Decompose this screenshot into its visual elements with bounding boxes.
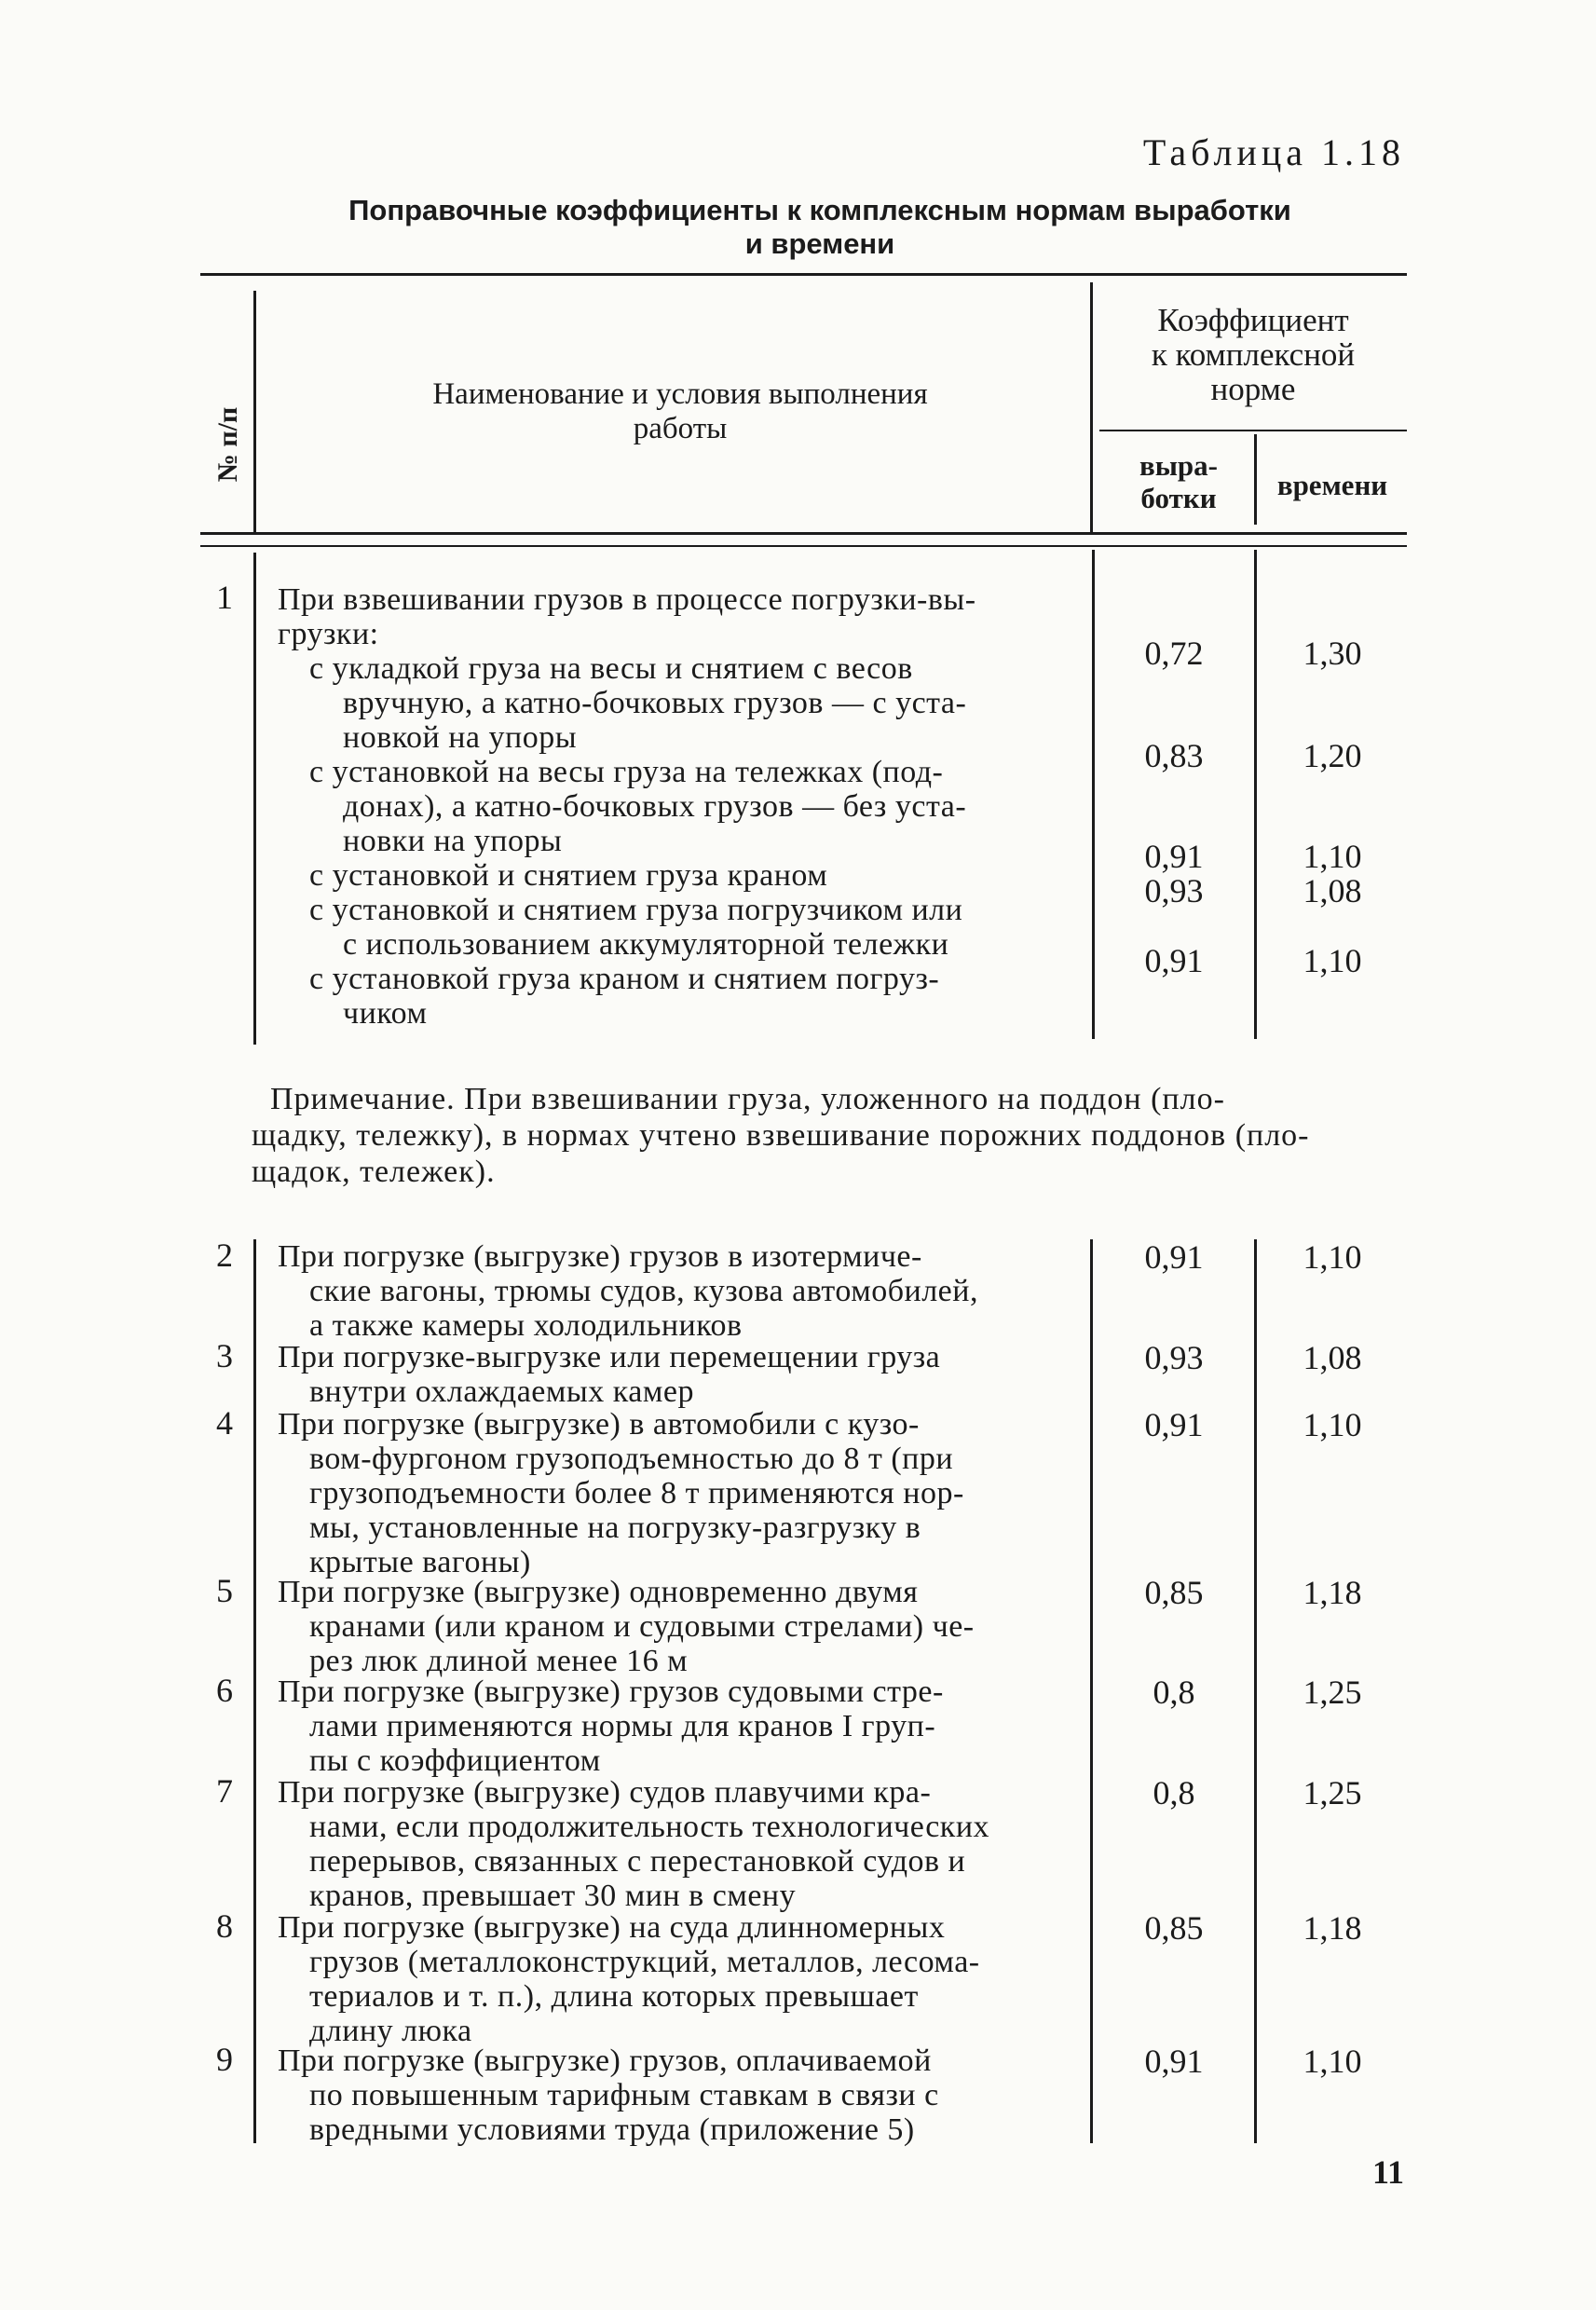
row-time-value: 1,18 [1303, 1574, 1362, 1611]
row-text [278, 1910, 1088, 2048]
row1-line: При взвешивании грузов в процессе погрузки-вы- [278, 582, 976, 617]
row-text [278, 2043, 1088, 2147]
table-caption: Таблица 1.18 [1142, 131, 1405, 173]
row-line: При погрузке (выгрузке) грузов судовыми стре- [278, 1674, 944, 1709]
row1-output-value: 0,91 [1144, 942, 1204, 979]
row-line: лами применяются нормы для кранов I груп- [309, 1709, 936, 1743]
row-line: вредными условиями труда (приложение 5) [309, 2112, 915, 2147]
row-line: вом-фургоном грузоподъемностью до 8 т (при [309, 1442, 954, 1476]
row-line: мы, установленные на погрузку-разгрузку в [309, 1510, 921, 1545]
header-name-line: Наименование и условия выполнения [432, 377, 928, 411]
row-line: рез люк длиной менее 16 м [309, 1644, 689, 1678]
rows-col-rule-1 [253, 1239, 256, 2143]
row-line: а также камеры холодильников [309, 1308, 743, 1343]
row-time-value: 1,10 [1303, 1238, 1362, 1276]
header-output-line: выра- [1139, 449, 1218, 482]
row-line: нами, если продолжительность технологических [309, 1810, 990, 1844]
header-col-rule-1 [253, 291, 256, 534]
header-col-rule-2 [1090, 282, 1093, 534]
row1-text [278, 582, 1088, 1031]
row-line: При погрузке (выгрузке) на суда длинномерных [278, 1910, 946, 1945]
row-line: кранов, превышает 30 мин в смену [309, 1879, 797, 1913]
row-number: 8 [216, 1907, 233, 1945]
row-line: При погрузке (выгрузке) судов плавучими кра- [278, 1775, 932, 1810]
row-output-value: 0,91 [1144, 1238, 1204, 1276]
note-line: щадку, тележку), в нормах учтено взвешивание порожних поддонов (пло- [252, 1118, 1310, 1153]
row1-top-rule [200, 545, 1407, 547]
table-title-line: Поправочные коэффициенты к комплексным нормам выработки [348, 194, 1291, 226]
row-line: пы с коэффициентом [309, 1743, 601, 1778]
row1-time-value: 1,10 [1303, 942, 1362, 979]
header-coef-line: норме [1210, 371, 1296, 407]
row1-line: новки на упоры [343, 824, 563, 858]
row-line: грузов (металлоконструкций, металлов, лесома- [309, 1945, 980, 1979]
header-coef-col [1099, 303, 1407, 406]
row1-line: с установкой и снятием груза краном [309, 858, 828, 893]
header-top-rule [200, 273, 1407, 276]
row1-output-value: 0,93 [1144, 872, 1204, 909]
row-number: 7 [216, 1772, 233, 1810]
page-number: 11 [1371, 2153, 1404, 2191]
row1-line: с установкой груза краном и снятием погруз- [309, 962, 940, 996]
row-output-value: 0,93 [1144, 1339, 1204, 1376]
row-output-value: 0,91 [1144, 2043, 1204, 2080]
rows-col-rule-2 [1090, 1239, 1093, 2143]
row-text [278, 1575, 1088, 1678]
header-time-col: времени [1276, 469, 1388, 501]
row-line: перерывов, связанных с перестановкой судов и [309, 1844, 966, 1879]
row-text [278, 1239, 1088, 1343]
header-coef-line: к комплексной [1151, 336, 1356, 373]
row-line: ские вагоны, трюмы судов, кузова автомобилей, [309, 1274, 978, 1308]
row1-output-value: 0,83 [1144, 737, 1204, 774]
row-time-value: 1,25 [1303, 1774, 1362, 1811]
row1-line: грузки: [278, 617, 379, 651]
row-number: 4 [216, 1404, 233, 1442]
row-line: При погрузке (выгрузке) в автомобили с кузо- [278, 1407, 920, 1442]
row-line: кранами (или краном и судовыми стрелами) че- [309, 1609, 975, 1644]
row-output-value: 0,8 [1153, 1674, 1195, 1711]
row-line: При погрузке (выгрузке) грузов в изотермиче- [278, 1239, 922, 1274]
table-title-line: и времени [744, 227, 895, 260]
row-time-value: 1,10 [1303, 2043, 1362, 2080]
row1-time-value: 1,08 [1303, 872, 1362, 909]
row1-line: с укладкой груза на весы и снятием с весов [309, 651, 913, 686]
header-output-line: ботки [1140, 482, 1217, 514]
row-line: При погрузке (выгрузке) одновременно двумя [278, 1575, 919, 1609]
header-name-line: работы [633, 412, 728, 445]
row-line: териалов и т. п.), длина которых превышает [309, 1979, 919, 2014]
header-number-label: № п/п [212, 406, 243, 483]
row1-col-rule-3 [1254, 550, 1257, 1039]
header-bottom-rule [200, 532, 1407, 535]
row-time-value: 1,25 [1303, 1674, 1362, 1711]
row-text [278, 1407, 1088, 1579]
table-note [252, 1081, 1407, 1190]
row-number: 3 [216, 1337, 233, 1374]
note-line: Примечание. При взвешивании груза, уложенного на поддон (пло- [270, 1082, 1225, 1116]
row-line: длину люка [309, 2014, 472, 2048]
header-coef-line: Коэффициент [1157, 302, 1349, 338]
row-line: внутри охлаждаемых камер [309, 1374, 694, 1409]
row-output-value: 0,85 [1144, 1909, 1204, 1947]
row-time-value: 1,18 [1303, 1909, 1362, 1947]
row1-line: вручную, а катно-бочковых грузов — с уста- [343, 686, 967, 720]
row1-col-rule-1 [253, 553, 256, 1045]
row1-col-rule-2 [1092, 550, 1095, 1039]
row1-number: 1 [216, 579, 233, 616]
row1-line: с установкой на весы груза на тележках (под- [309, 755, 944, 789]
row1-line: донах), а катно-бочковых грузов — без уста- [343, 789, 967, 824]
header-subdivider [1099, 430, 1407, 431]
header-number-col [186, 406, 270, 483]
row-number: 6 [216, 1672, 233, 1709]
row-line: грузоподъемности более 8 т применяются нор- [309, 1476, 964, 1510]
row1-output-value: 0,91 [1144, 838, 1204, 875]
row1-line: с установкой и снятием груза погрузчиком или [309, 893, 963, 927]
row-line: При погрузке (выгрузке) грузов, оплачиваемой [278, 2043, 932, 2078]
row1-line: чиком [343, 996, 428, 1031]
table-title [280, 194, 1360, 261]
row-number: 9 [216, 2041, 233, 2078]
row-text [278, 1340, 1088, 1409]
header-col-rule-3 [1254, 434, 1257, 525]
row-text [278, 1674, 1088, 1778]
row-time-value: 1,10 [1303, 1406, 1362, 1443]
row-output-value: 0,8 [1153, 1774, 1195, 1811]
row-output-value: 0,85 [1144, 1574, 1204, 1611]
row1-line: с использованием аккумуляторной тележки [343, 927, 949, 962]
row1-time-value: 1,30 [1303, 635, 1362, 672]
row-number: 2 [216, 1237, 233, 1274]
note-line: щадок, тележек). [252, 1155, 496, 1189]
row1-time-value: 1,20 [1303, 737, 1362, 774]
row-text [278, 1775, 1088, 1913]
row-number: 5 [216, 1572, 233, 1609]
header-output-col [1104, 449, 1253, 514]
row-line: крытые вагоны) [309, 1545, 531, 1579]
row1-time-value: 1,10 [1303, 838, 1362, 875]
rows-col-rule-3 [1254, 1239, 1257, 2143]
row1-line: новкой на упоры [343, 720, 578, 755]
row-line: по повышенным тарифным ставкам в связи с [309, 2078, 939, 2112]
row1-output-value: 0,72 [1144, 635, 1204, 672]
row-time-value: 1,08 [1303, 1339, 1362, 1376]
row-output-value: 0,91 [1144, 1406, 1204, 1443]
row-line: При погрузке-выгрузке или перемещении груза [278, 1340, 941, 1374]
header-name-col [280, 377, 1081, 446]
